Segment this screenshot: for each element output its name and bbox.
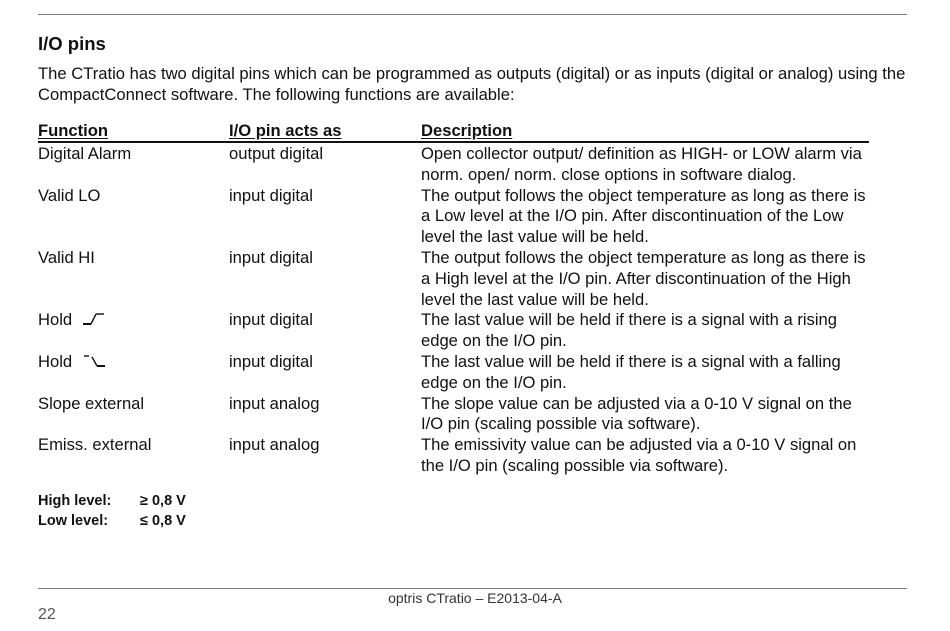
section-title: I/O pins <box>38 33 106 54</box>
footer-rule <box>38 588 907 589</box>
footer-text: optris CTratio – E2013-04-A <box>388 590 562 606</box>
table-row <box>38 186 869 248</box>
header-rule <box>38 14 907 15</box>
high-level-row <box>38 491 186 511</box>
row-function: Digital Alarm <box>38 144 132 163</box>
row-acts-as: input digital <box>229 185 313 205</box>
row-description: The emissivity value can be adjusted via a 0-10 V signal on the I/O pin (scaling possible via software). <box>421 435 857 475</box>
row-function: Valid HI <box>38 247 95 267</box>
row-function-cell <box>38 310 229 352</box>
table-row <box>38 248 869 310</box>
table-row <box>38 310 869 352</box>
row-function-cell <box>38 352 229 394</box>
row-description: The output follows the object temperature as long as there is a Low level at the I/O pin. After discontinuation of the Low level the last value will be held. <box>421 185 866 247</box>
intro-paragraph: The CTratio has two digital pins which can be programmed as outputs (digital) or as inputs (digital or analog) using the CompactConnect software. The following functions are available: <box>38 64 906 104</box>
row-acts-as: input digital <box>229 310 313 330</box>
high-level-label: High level: <box>38 493 112 509</box>
row-acts-as: input digital <box>229 247 313 267</box>
high-level-value: ≥ 0,8 V <box>140 493 186 509</box>
header-description: Description <box>421 121 869 142</box>
row-description: Open collector output/ definition as HIGH- or LOW alarm via norm. open/ norm. close options in software dialog. <box>421 144 862 184</box>
table-row <box>38 394 869 436</box>
row-acts-as: input analog <box>229 435 320 455</box>
row-description: The last value will be held if there is a signal with a falling edge on the I/O pin. <box>421 351 841 392</box>
row-function: Hold <box>38 351 73 371</box>
row-description: The last value will be held if there is a signal with a rising edge on the I/O pin. <box>421 310 837 351</box>
row-description: The output follows the object temperature as long as there is a High level at the I/O pin. After discontinuation of the High level the last value will be held. <box>421 247 866 309</box>
low-level-value: ≤ 0,8 V <box>140 513 186 529</box>
low-level-row <box>38 511 186 531</box>
row-function: Valid LO <box>38 185 101 205</box>
row-function: Slope external <box>38 393 145 413</box>
row-acts-as: output digital <box>229 144 324 163</box>
rising-edge-icon <box>81 312 107 326</box>
row-acts-as: input analog <box>229 393 320 413</box>
row-function: Emiss. external <box>38 435 152 455</box>
signal-levels <box>38 491 186 531</box>
table-row <box>38 142 869 186</box>
io-functions-table <box>38 121 869 477</box>
header-function: Function <box>38 121 229 142</box>
table-row <box>38 352 869 394</box>
low-level-label: Low level: <box>38 513 109 529</box>
page-number: 22 <box>38 606 56 623</box>
table-header-row <box>38 121 869 142</box>
row-description: The slope value can be adjusted via a 0-10 V signal on the I/O pin (scaling possible via software). <box>421 393 852 434</box>
table-row <box>38 435 869 477</box>
falling-edge-icon <box>81 354 107 368</box>
row-acts-as: input digital <box>229 351 313 371</box>
row-function: Hold <box>38 310 73 330</box>
header-acts-as: I/O pin acts as <box>229 121 421 142</box>
